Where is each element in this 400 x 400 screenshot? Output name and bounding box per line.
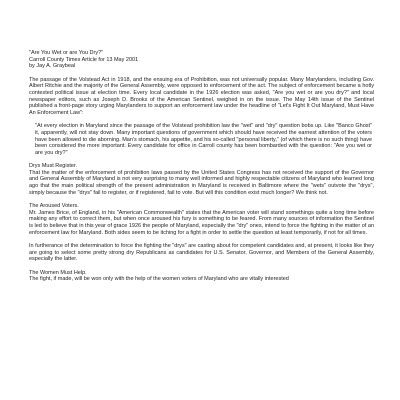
women-must-help-paragraph: The fight, if made, will be won only with the help of the women voters of Maryland who are vitally interested: [29, 276, 289, 283]
byline: by Jay A. Graybeal: [29, 63, 76, 70]
article-title: "Are You Wet or are You Dry?": [29, 50, 104, 56]
section-heading-aroused-voters: The Aroused Voters.: [29, 203, 79, 210]
quoted-paragraph: "At every election in Maryland since the passage of the Volstead prohibition law the "wet" and "dry" question bobs up. Like "Banco Ghost" it, apparently, will not stay down. Many important questions of government which should have received the earnest attention of the voters have been allowed to die aborning. Man's stomach, his appetite, and his so-called "personal liberty," (of which there is no such thing) have been considered the more important. Every candidate for office in Carroll county has been bombarded with the question: "Are you wet or are you dry?": [35, 123, 372, 156]
article-header: [29, 50, 374, 70]
article-body: [29, 50, 374, 283]
publication-line: Carroll County Times Article for 13 May 2001: [29, 56, 139, 63]
furtherance-paragraph: In furtherance of the determination to force the fighting the "drys" are casting about for competent candidates and, at present, it looks like they are going to select some pretty strong dry Republicans as candidates for U.S. Senator, Governor, and Members of the General Assembly, especially the latter.: [29, 242, 374, 263]
aroused-voters-paragraph: Mr. James Brice, of England, in his "American Commonwealth" states that the American voter will stand somethings quite a long time before making any effort to correct them, but when once aroused his fury is something to be feared. From many sources of information the Sentinel is led to believe that in this year of grace 1926 the people of Maryland, especially the "dry" ones, intend to force the fighting in the matter of an enforcement law for Maryland. Both sides seem to be itching for a fight in order to settle the question at least temporarily, if not for all times.: [29, 209, 374, 236]
section-heading-women-must-help: The Women Must Help.: [29, 269, 87, 276]
section-heading-drys-must-register: Drys Must Register.: [29, 163, 77, 170]
intro-paragraph: The passage of the Volstead Act in 1918, and the ensuing era of Prohibition, was not universally popular. Many Marylanders, including Gov. Albert Ritchie and the majority of the General Assembly, were opposed to enforcement of the act. The subject of enforcement became a hotly contested political issue at election time. Every local candidate in the 1926 election was asked, "Are you wet or are you dry?" and local newspaper editors, such as Joseph D. Brooks of the American Sentinel, weighed in on the issue. The May 14th issue of the Sentinel published a front-page story urging Marylanders to support an enforcement law under the headline of "Let's Fight It Out Maryland, Must Have An Enforcement Law":: [29, 76, 374, 116]
drys-must-register-paragraph: That the matter of the enforcement of prohibition laws passed by the United States Congress has not received the support of the Governor and General Assembly of Maryland is not very surprising to many well informed and highly respectable citizens of Maryland who learned long ago that the main political strength of the present administration in Maryland is received in Baltimore where the "wets" outvote the "drys", simply because the "drys" fail to register, or if registered, fail to vote. But will this condition exist much longer? We think not.: [29, 169, 374, 196]
